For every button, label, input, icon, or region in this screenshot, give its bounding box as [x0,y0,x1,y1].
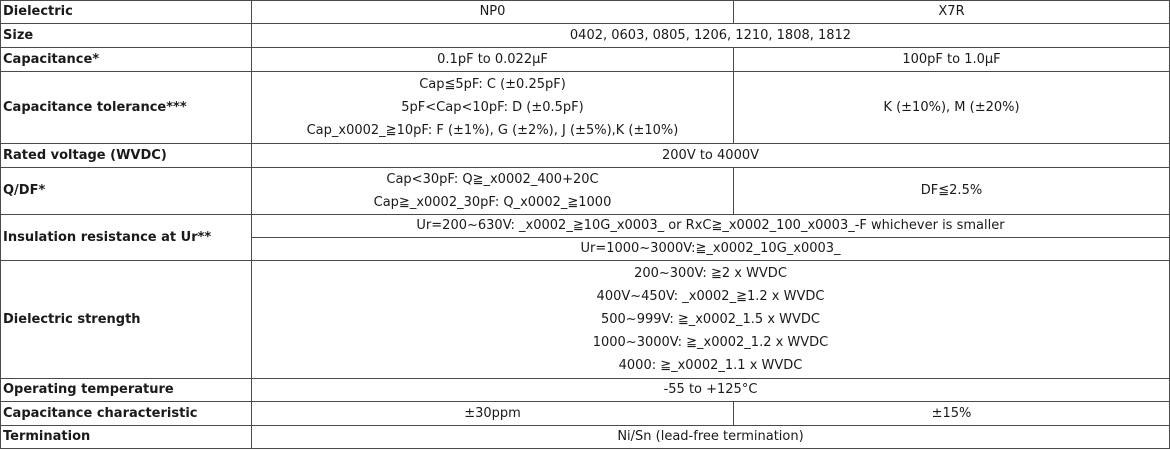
qdf-x7r: DF≦2.5% [734,168,1170,215]
x7r-header: X7R [734,1,1170,24]
row-qdf [1,168,1170,215]
dielectric-label: Dielectric [1,1,252,24]
tolerance-label: Capacitance tolerance*** [1,72,252,144]
row-dielectric [1,1,1170,24]
tolerance-np0-line: 5pF<Cap<10pF: D (±0.5pF) [401,100,584,115]
operating-temp-label: Operating temperature [1,379,252,402]
dielectric-strength-values [252,261,1170,379]
tolerance-np0-line: Cap_x0002_≧10pF: F (±1%), G (±2%), J (±5%),K (±10%) [306,123,679,138]
rated-voltage-value: 200V to 4000V [252,144,1170,168]
row-dielectric-strength [1,261,1170,379]
cap-characteristic-x7r: ±15% [734,402,1170,426]
row-insulation-1 [1,215,1170,238]
dielectric-strength-line: 200~300V: ≧2 x WVDC [634,266,787,281]
dielectric-strength-line: 1000~3000V: ≧_x0002_1.2 x WVDC [592,335,829,350]
tolerance-np0 [252,72,734,144]
insulation-line-2: Ur=1000~3000V:≧_x0002_10G_x0003_ [252,238,1170,261]
cap-characteristic-label: Capacitance characteristic [1,402,252,426]
row-cap-characteristic [1,402,1170,426]
insulation-label: Insulation resistance at Ur** [1,215,252,261]
qdf-np0 [252,168,734,215]
qdf-np0-line: Cap≧_x0002_30pF: Q_x0002_≧1000 [373,195,612,210]
row-termination [1,426,1170,449]
insulation-line-1: Ur=200~630V: _x0002_≧10G_x0003_ or RxC≧_x0002_100_x0003_-F whichever is smaller [252,215,1170,238]
termination-label: Termination [1,426,252,449]
tolerance-np0-line: Cap≦5pF: C (±0.25pF) [419,77,566,92]
qdf-np0-line: Cap<30pF: Q≧_x0002_400+20C [386,172,599,187]
capacitance-x7r: 100pF to 1.0μF [734,48,1170,72]
capacitance-label: Capacitance* [1,48,252,72]
np0-header: NP0 [252,1,734,24]
row-size [1,24,1170,48]
row-capacitance [1,48,1170,72]
dielectric-strength-line: 400V~450V: _x0002_≧1.2 x WVDC [596,289,825,304]
dielectric-strength-line: 500~999V: ≧_x0002_1.5 x WVDC [600,312,820,327]
row-rated-voltage [1,144,1170,168]
row-operating-temp [1,379,1170,402]
capacitance-np0: 0.1pF to 0.022μF [252,48,734,72]
qdf-label: Q/DF* [1,168,252,215]
cap-characteristic-np0: ±30ppm [252,402,734,426]
termination-value: Ni/Sn (lead-free termination) [252,426,1170,449]
dielectric-strength-label: Dielectric strength [1,261,252,379]
operating-temp-value: -55 to +125°C [252,379,1170,402]
size-value: 0402, 0603, 0805, 1206, 1210, 1808, 1812 [252,24,1170,48]
dielectric-strength-line: 4000: ≧_x0002_1.1 x WVDC [618,358,803,373]
row-tolerance [1,72,1170,144]
rated-voltage-label: Rated voltage (WVDC) [1,144,252,168]
size-label: Size [1,24,252,48]
tolerance-x7r: K (±10%), M (±20%) [734,72,1170,144]
